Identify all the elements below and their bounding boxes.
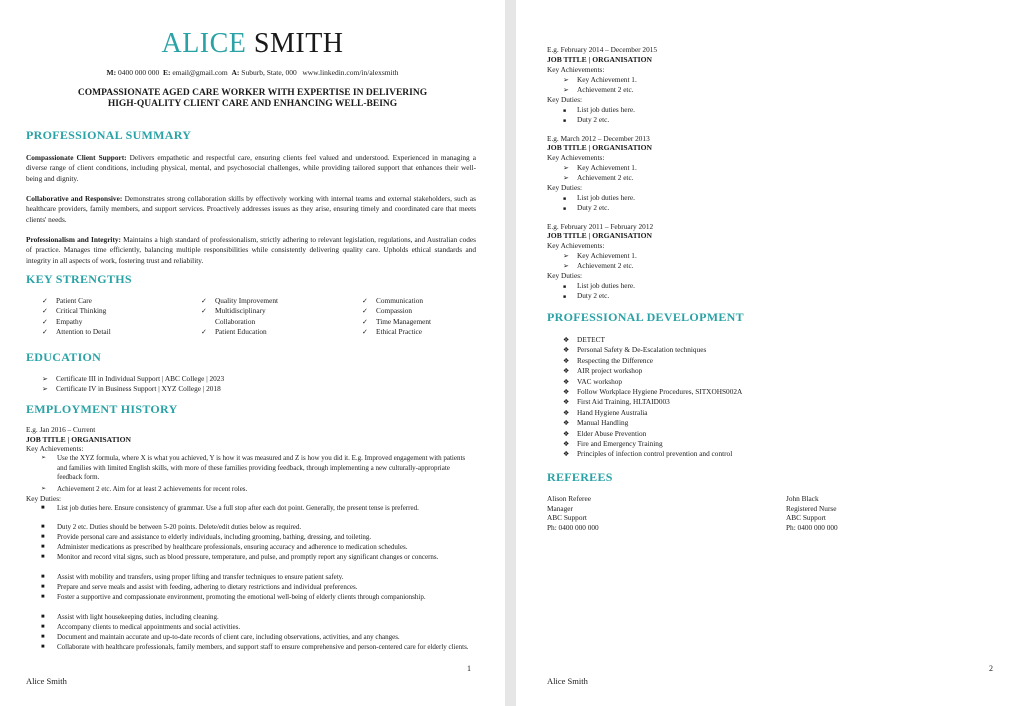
development-item: ❖ VAC workshop [563,376,623,386]
summary-paragraph-2 [26,194,476,225]
summary-paragraph-3 [26,235,476,266]
arrow-bullet-icon: ➢ [42,385,48,394]
page-2 [516,0,1024,706]
contact-line [0,68,505,77]
achievement-item: ➢ Key Achievement 1. [563,251,637,260]
development-item: ❖ Respecting the Difference [563,355,654,365]
development-item: ❖ Follow Workplace Hygiene Procedures, SITXOHS002A [563,387,743,397]
job-date: E.g. February 2014 – December 2015 [547,45,658,54]
square-bullet-icon: ■ [41,574,45,580]
key-achievements-label: Key Achievements: [547,65,605,74]
first-name: ALICE [161,28,247,59]
achievement-item: ➢ Key Achievement 1. [563,75,637,84]
education-item: ➢ Certificate IV in Business Support | XYZ College | 2018 [42,384,221,394]
education-list [42,374,224,395]
strength-item: ✓ Empathy [42,316,83,326]
square-bullet-icon: ■ [41,544,45,550]
duty-item: ■ Foster a supportive and compassionate environment, promoting the emotional well-being of elderly clients through companionship. [41,593,426,601]
arrow-bullet-icon: ➢ [563,164,569,172]
square-bullet-icon: ■ [41,584,45,590]
development-item: ❖ AIR project workshop [563,366,643,376]
phone-label: M: [106,68,117,77]
section-heading-strengths: KEY STRENGTHS [26,272,132,286]
development-item: ❖ Personal Safety & De-Escalation techniques [563,345,707,355]
duty-item: ■ Administer medications as prescribed by healthcare professionals, ensuring accuracy and adherence to medication schedules. [41,543,408,551]
duty-item: ■ List job duties here. [563,193,635,205]
square-bullet-icon: ■ [41,614,45,620]
key-achievements-label: Key Achievements: [547,241,605,250]
duty-item: ■ Assist with light housekeeping duties, including cleaning. [41,613,219,621]
check-icon: ✓ [42,307,48,316]
diamond-bullet-icon: ❖ [563,419,570,428]
headline-line-2: HIGH-QUALITY CLIENT CARE AND ENHANCING WELL-BEING [107,99,398,109]
square-bullet-icon: ■ [563,285,567,290]
strength-item-continuation: Collaboration [215,316,256,326]
section-heading-summary: PROFESSIONAL SUMMARY [26,128,192,142]
section-heading-education: EDUCATION [26,350,102,364]
phone-value: 0400 000 000 [117,68,160,77]
key-duties-label: Key Duties: [547,271,583,280]
duty-item: ■ Monitor and record vital signs, such as blood pressure, temperature, and pulse, and promptly report any significant changes or concerns. [41,553,439,561]
strength-item: ✓ Patient Care [42,296,92,305]
development-item: ❖ Manual Handling [563,418,629,428]
summary-p3-title: Professionalism and Integrity: [26,235,121,244]
diamond-bullet-icon: ❖ [563,377,570,386]
footer-name: Alice Smith [26,676,67,686]
job-date: E.g. March 2012 – December 2013 [547,134,650,143]
development-item: ❖ First Aid Training, HLTAID003 [563,397,670,407]
job-title: JOB TITLE | ORGANISATION [547,143,652,152]
development-item: ❖ Principles of infection control prevention and control [563,449,733,459]
strength-item: ✓ Critical Thinking [42,306,107,316]
job-title: JOB TITLE | ORGANISATION [547,55,652,64]
resume-name [0,28,505,60]
referee-phone: Ph: 0400 000 000 [786,522,838,532]
strength-item: ✓ Time Management [362,316,432,326]
strengths-column-3 [362,296,431,338]
duty-item: ■ List job duties here. [563,281,635,293]
square-bullet-icon: ■ [563,207,567,212]
referee-role: Manager [547,503,573,513]
duty-item: ■ Duty 2 etc. Duties should be between 5-20 points. Delete/edit duties below as required. [41,523,302,531]
check-icon: ✓ [362,328,368,337]
section-heading-development: PROFESSIONAL DEVELOPMENT [547,310,744,324]
diamond-bullet-icon: ❖ [563,388,570,397]
referee-name: Alison Referee [547,494,591,503]
arrow-bullet-icon: ➢ [42,375,48,383]
key-duties-label: Key Duties: [547,183,583,192]
check-icon: ✓ [201,297,207,305]
duty-item: ■ List job duties here. [563,105,635,117]
check-icon: ✓ [201,307,207,316]
summary-p1-title: Compassionate Client Support: [26,153,127,162]
development-item: ❖ Hand Hygiene Australia [563,407,648,417]
key-duties-label: Key Duties: [547,95,583,104]
headline-line-1: COMPASSIONATE AGED CARE WORKER WITH EXPERTISE IN DELIVERING [77,88,428,98]
key-achievements-label: Key Achievements: [547,153,605,162]
development-item: ❖ Elder Abuse Prevention [563,428,647,438]
strength-item: ✓ Multidisciplinary [201,306,266,316]
key-achievements-label: Key Achievements: [26,444,84,453]
square-bullet-icon: ■ [41,624,45,630]
strength-item: ✓ Attention to Detail [42,327,111,337]
development-item: ❖ Fire and Emergency Training [563,439,663,449]
arrow-bullet-icon: ➢ [563,86,569,94]
diamond-bullet-icon: ❖ [563,346,570,355]
square-bullet-icon: ■ [41,634,45,640]
check-icon: ✓ [201,328,207,337]
strength-item: ✓ Quality Improvement [201,296,279,305]
diamond-bullet-icon: ❖ [563,408,570,417]
strengths-column-1 [42,296,111,338]
achievement-item: ➢ Achievement 2 etc. [563,173,634,182]
summary-p3-text: Maintains a high standard of professionalism, strictly adhering to relevant legislation, regulations, and Australian codes of practice. Manages time efficiently, balancing multiple responsibilities while consistently delivering quality care. Upholds ethical standards and integrity in all aspects of work, fostering trust and reliability. [26,235,476,265]
achievement-item: ➢ Achievement 2 etc. [563,85,634,94]
diamond-bullet-icon: ❖ [563,429,570,438]
referee-1 [547,494,599,532]
section-heading-referees: REFEREES [547,470,613,484]
arrow-bullet-icon: ➢ [563,262,569,270]
education-item: ➢ Certificate III in Individual Support | ABC College | 2023 [42,374,225,383]
check-icon: ✓ [362,317,368,326]
square-bullet-icon: ■ [41,505,45,511]
square-bullet-icon: ■ [41,644,45,650]
diamond-bullet-icon: ❖ [563,450,570,459]
page-1 [0,0,505,706]
footer-name: Alice Smith [547,676,588,686]
linkedin-link[interactable]: www.linkedin.com/in/alexsmith [302,68,399,77]
summary-p2-title: Collaborative and Responsive: [26,194,123,203]
strength-item: ✓ Compassion [362,306,413,316]
address-value: Suburb, State, 000 [241,68,297,77]
diamond-bullet-icon: ❖ [563,440,570,449]
arrow-bullet-icon: ➢ [563,252,569,260]
square-bullet-icon: ■ [41,534,45,540]
diamond-bullet-icon: ❖ [563,398,570,407]
square-bullet-icon: ■ [41,554,45,560]
email-label: E: [162,68,171,77]
last-name: SMITH [253,28,344,59]
arrow-bullet-icon: ➢ [41,455,47,461]
diamond-bullet-icon: ❖ [563,356,570,365]
referee-org: ABC Support [547,513,587,523]
strength-item: ✓ Communication [362,296,424,305]
square-bullet-icon: ■ [563,197,567,202]
square-bullet-icon: ■ [563,295,567,300]
strength-item: ✓ Ethical Practice [362,327,422,337]
development-list [563,335,742,460]
duty-item: ■ Assist with mobility and transfers, using proper lifting and transfer techniques to ensure patient safety. [41,573,344,581]
address-label: A: [231,68,240,77]
duty-item: ■ Collaborate with healthcare professionals, family members, and support staff to ensure comprehensive and person-centered care for elderly clients. [41,643,469,651]
square-bullet-icon: ■ [563,119,567,124]
key-duties-label: Key Duties: [26,494,62,503]
summary-p1-text: Delivers empathetic and respectful care, ensuring clients feel valued and understood. Experienced in managing a diverse range of client conditions, including physical, mental, and psychosocial challenges, while providing tailored support that enhances their well-being and dignity. [26,153,476,183]
duty-item: ■ Duty 2 etc. [563,115,609,127]
check-icon: ✓ [42,328,48,337]
duty-item: ■ Duty 2 etc. [563,291,609,303]
square-bullet-icon: ■ [563,109,567,114]
check-icon: ✓ [42,317,48,326]
arrow-bullet-icon: ➢ [563,76,569,84]
achievement-item: ➢ Key Achievement 1. [563,163,637,172]
achievement-item: ➢ Achievement 2 etc. Aim for at least 2 achievements for recent roles. [41,485,248,493]
achievement-item: ➢ Use the XYZ formula, where X is what you achieved, Y is how it was measured and Z is how you did it. E.g. Improved engagement with patients and families with limited English skills, with more of these families providing feedback, through implementing a new culturally-appropriate feedback form. [41,454,466,482]
duty-item: ■ Accompany clients to medical appointments and social activities. [41,623,241,631]
resume-headline [0,88,505,110]
referee-role: Registered Nurse [786,503,837,513]
strength-item: ✓ Patient Education [201,327,267,337]
job-title: JOB TITLE | ORGANISATION [26,435,131,444]
referee-2 [786,494,838,532]
duty-item: ■ Provide personal care and assistance to elderly individuals, including grooming, bathing, dressing, and toileting. [41,533,372,541]
duty-item: ■ Duty 2 etc. [563,203,609,215]
referee-name: John Black [786,494,819,503]
square-bullet-icon: ■ [41,524,45,530]
strengths-column-2 [201,296,278,338]
check-icon: ✓ [362,307,368,316]
duty-item: ■ Prepare and serve meals and assist with feeding, adhering to dietary restrictions and individual preferences. [41,583,358,591]
referee-phone: Ph: 0400 000 000 [547,522,599,532]
duty-item: ■ Document and maintain accurate and up-to-date records of client care, including observations, activities, and any changes. [41,633,400,641]
page-number: 2 [989,664,993,673]
check-icon: ✓ [42,297,48,305]
achievement-item: ➢ Achievement 2 etc. [563,261,634,270]
job-date: E.g. February 2011 – February 2012 [547,222,654,231]
email-value: email@gmail.com [172,68,228,77]
development-item: ❖ DETECT [563,335,605,344]
page-number: 1 [467,664,471,673]
check-icon: ✓ [362,297,368,305]
arrow-bullet-icon: ➢ [563,174,569,182]
duty-item: ■ List job duties here. Ensure consistency of grammar. Use a full stop after each dot point. Generally, the present tense is preferred. [41,504,419,512]
diamond-bullet-icon: ❖ [563,367,570,376]
diamond-bullet-icon: ❖ [563,336,570,344]
job-title: JOB TITLE | ORGANISATION [547,231,652,240]
summary-p2-text: Demonstrates strong collaboration skills by effectively working with internal teams and external stakeholders, such as healthcare providers, family members, and support services. Proactively addresses issues as they arise, ensuring timely and coordinated care that meets clients' needs. [26,194,476,224]
square-bullet-icon: ■ [41,594,45,600]
job-date: E.g. Jan 2016 – Current [26,425,96,434]
section-heading-employment: EMPLOYMENT HISTORY [26,402,178,416]
referee-org: ABC Support [786,513,826,523]
summary-paragraph-1 [26,153,476,184]
arrow-bullet-icon: ➢ [41,486,47,492]
